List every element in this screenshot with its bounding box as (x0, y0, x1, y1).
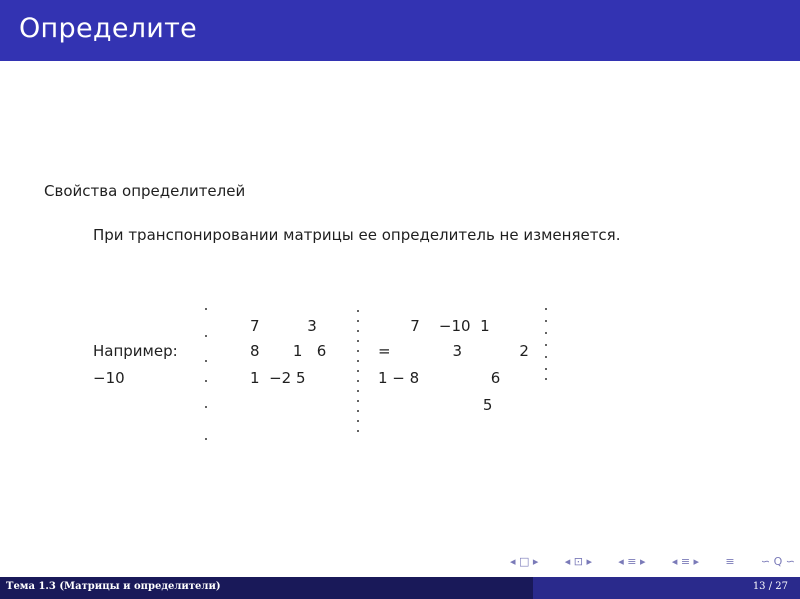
left-determinant-bar-right (357, 310, 361, 434)
nav-section-icon[interactable]: ◂ ≡ ▸ (618, 554, 646, 568)
section-heading: Свойства определителей (44, 182, 246, 200)
footer-page-bar (533, 577, 800, 599)
right-matrix-row-2: = 3 2 (378, 342, 529, 360)
left-matrix-row-3: 1 −2 5 (250, 369, 306, 387)
left-determinant-bar-left (205, 308, 209, 444)
footer-topic: Тема 1.3 (Матрицы и определители) (6, 581, 221, 592)
right-matrix-row-3: 1 − 8 6 (378, 369, 501, 387)
nav-search-icon[interactable]: ∽ Q ∽ (760, 554, 795, 568)
nav-outline-icon[interactable]: ≡ (725, 554, 735, 568)
right-matrix-row-1: 7 −10 1 (396, 317, 490, 335)
beamer-navigation (510, 553, 795, 569)
left-matrix-row-1: 7 3 (250, 317, 317, 335)
property-statement: При транспонировании матрицы ее определитель не изменяется. (93, 226, 621, 244)
nav-frame-icon[interactable]: ◂ □ ▸ (510, 554, 539, 568)
example-negative-value: −10 (93, 369, 125, 387)
slide-title-bar (0, 0, 800, 61)
nav-subsection-icon[interactable]: ◂ ⊡ ▸ (564, 554, 592, 568)
right-matrix-row-4: 5 (378, 396, 493, 414)
example-label: Например: (93, 342, 178, 360)
left-matrix-row-2: 8 1 6 (250, 342, 327, 360)
right-determinant-bar (545, 308, 549, 382)
page-number: 13 / 27 (752, 581, 788, 592)
footer-topic-bar (0, 577, 533, 599)
nav-document-icon[interactable]: ◂ ≡ ▸ (671, 554, 700, 568)
slide-title: Определите (19, 13, 198, 44)
